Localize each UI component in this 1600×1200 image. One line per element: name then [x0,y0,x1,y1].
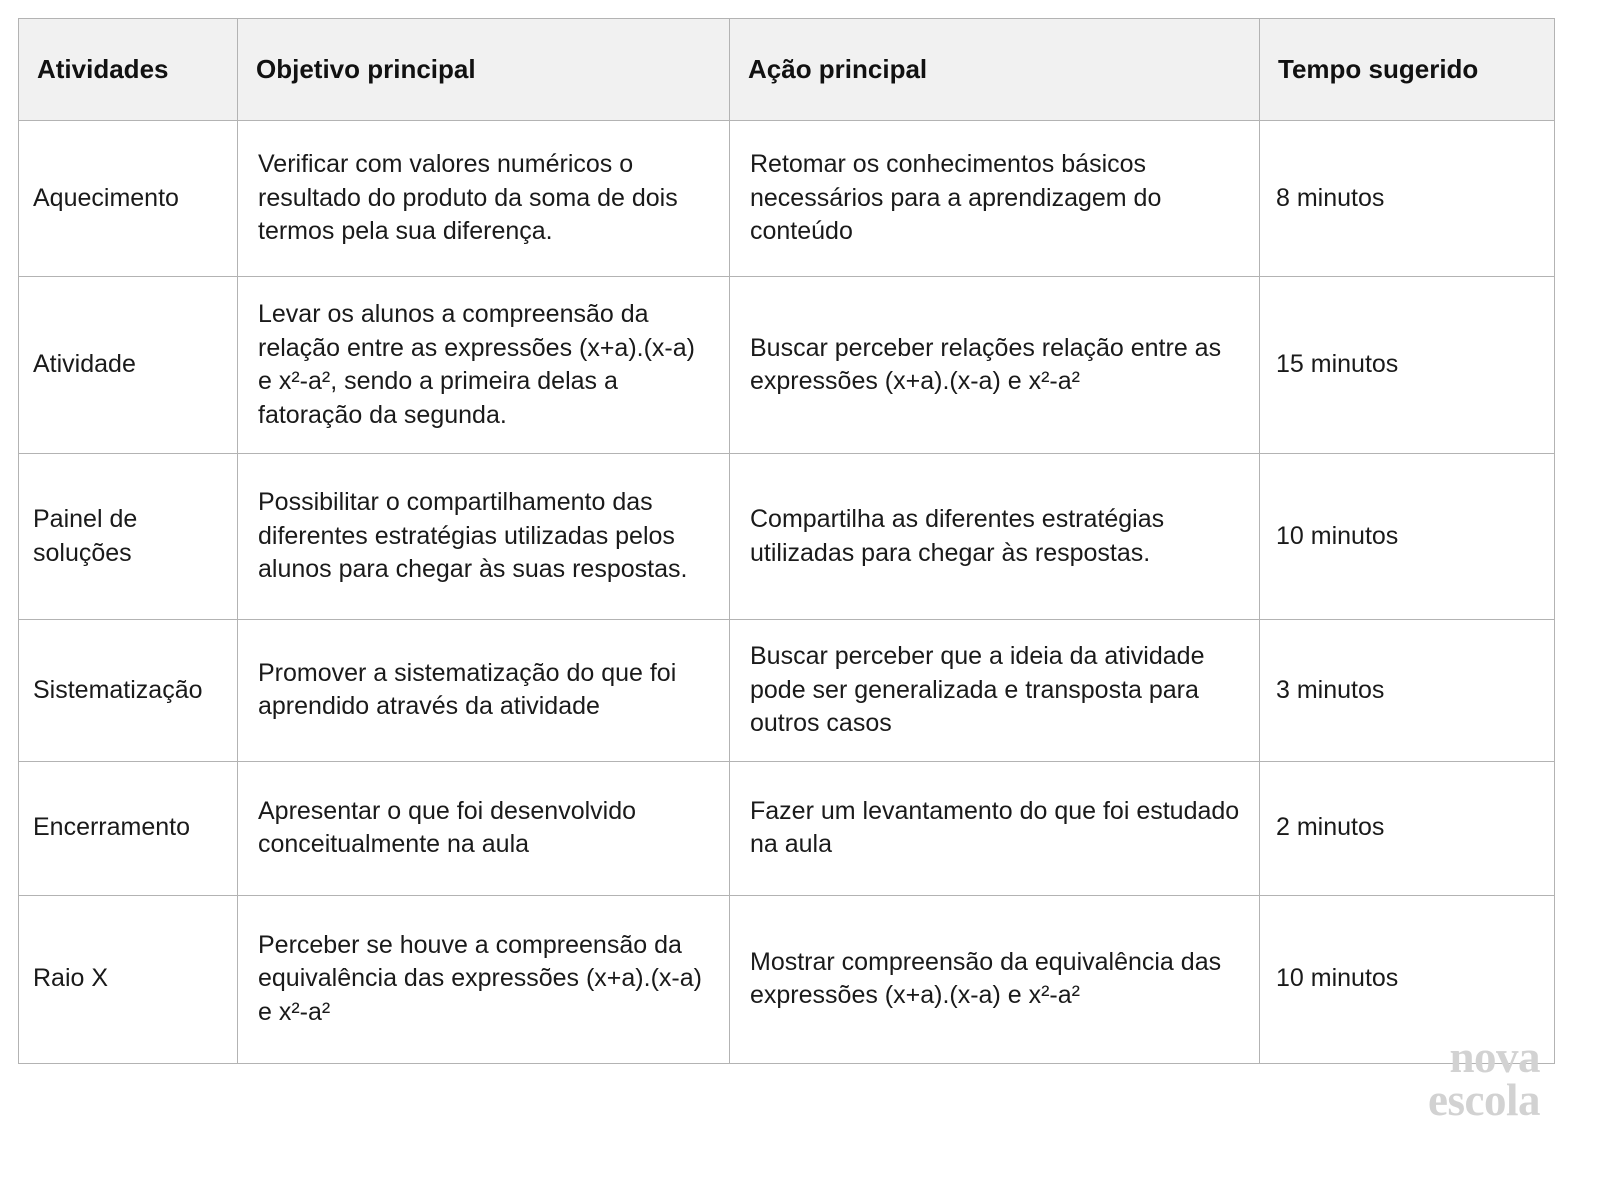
column-header-acao-principal: Ação principal [730,19,1260,121]
cell-acao: Mostrar compreensão da equivalência das expressões (x+a).(x-a) e x²-a² [730,895,1260,1063]
table-row [19,895,1555,1063]
table-row [19,121,1555,277]
cell-atividade: Painel de soluções [19,454,238,620]
logo-line-escola: escola [1428,1075,1540,1126]
cell-tempo: 15 minutos [1260,277,1555,454]
table-row [19,620,1555,762]
cell-tempo: 10 minutos [1260,454,1555,620]
cell-objetivo: Apresentar o que foi desenvolvido conceitualmente na aula [238,761,730,895]
lesson-plan-table [18,18,1555,1064]
table-row [19,761,1555,895]
cell-acao: Buscar perceber que a ideia da atividade pode ser generalizada e transposta para outros casos [730,620,1260,762]
table-row [19,277,1555,454]
table-row [19,454,1555,620]
cell-acao: Compartilha as diferentes estratégias utilizadas para chegar às respostas. [730,454,1260,620]
cell-acao: Fazer um levantamento do que foi estudado na aula [730,761,1260,895]
column-header-atividades: Atividades [19,19,238,121]
table-header [19,19,1555,121]
cell-objetivo: Promover a sistematização do que foi aprendido através da atividade [238,620,730,762]
cell-atividade: Raio X [19,895,238,1063]
cell-tempo: 3 minutos [1260,620,1555,762]
cell-atividade: Sistematização [19,620,238,762]
column-header-tempo-sugerido: Tempo sugerido [1260,19,1555,121]
cell-objetivo: Possibilitar o compartilhamento das diferentes estratégias utilizadas pelos alunos para chegar às suas respostas. [238,454,730,620]
logo-line-nova: nova [1449,1032,1540,1082]
nova-escola-logo [1428,1032,1540,1126]
cell-acao: Retomar os conhecimentos básicos necessários para a aprendizagem do conteúdo [730,121,1260,277]
table-header-row [19,19,1555,121]
cell-tempo: 2 minutos [1260,761,1555,895]
cell-tempo: 10 minutos [1260,895,1555,1063]
cell-tempo: 8 minutos [1260,121,1555,277]
cell-acao: Buscar perceber relações relação entre as expressões (x+a).(x-a) e x²-a² [730,277,1260,454]
cell-objetivo: Verificar com valores numéricos o resultado do produto da soma de dois termos pela sua diferença. [238,121,730,277]
table-body [19,121,1555,1064]
cell-atividade: Aquecimento [19,121,238,277]
cell-objetivo: Perceber se houve a compreensão da equivalência das expressões (x+a).(x-a) e x²-a² [238,895,730,1063]
cell-atividade: Atividade [19,277,238,454]
cell-objetivo: Levar os alunos a compreensão da relação entre as expressões (x+a).(x-a) e x²-a², sendo a primeira delas a fatoração da segunda. [238,277,730,454]
column-header-objetivo-principal: Objetivo principal [238,19,730,121]
cell-atividade: Encerramento [19,761,238,895]
